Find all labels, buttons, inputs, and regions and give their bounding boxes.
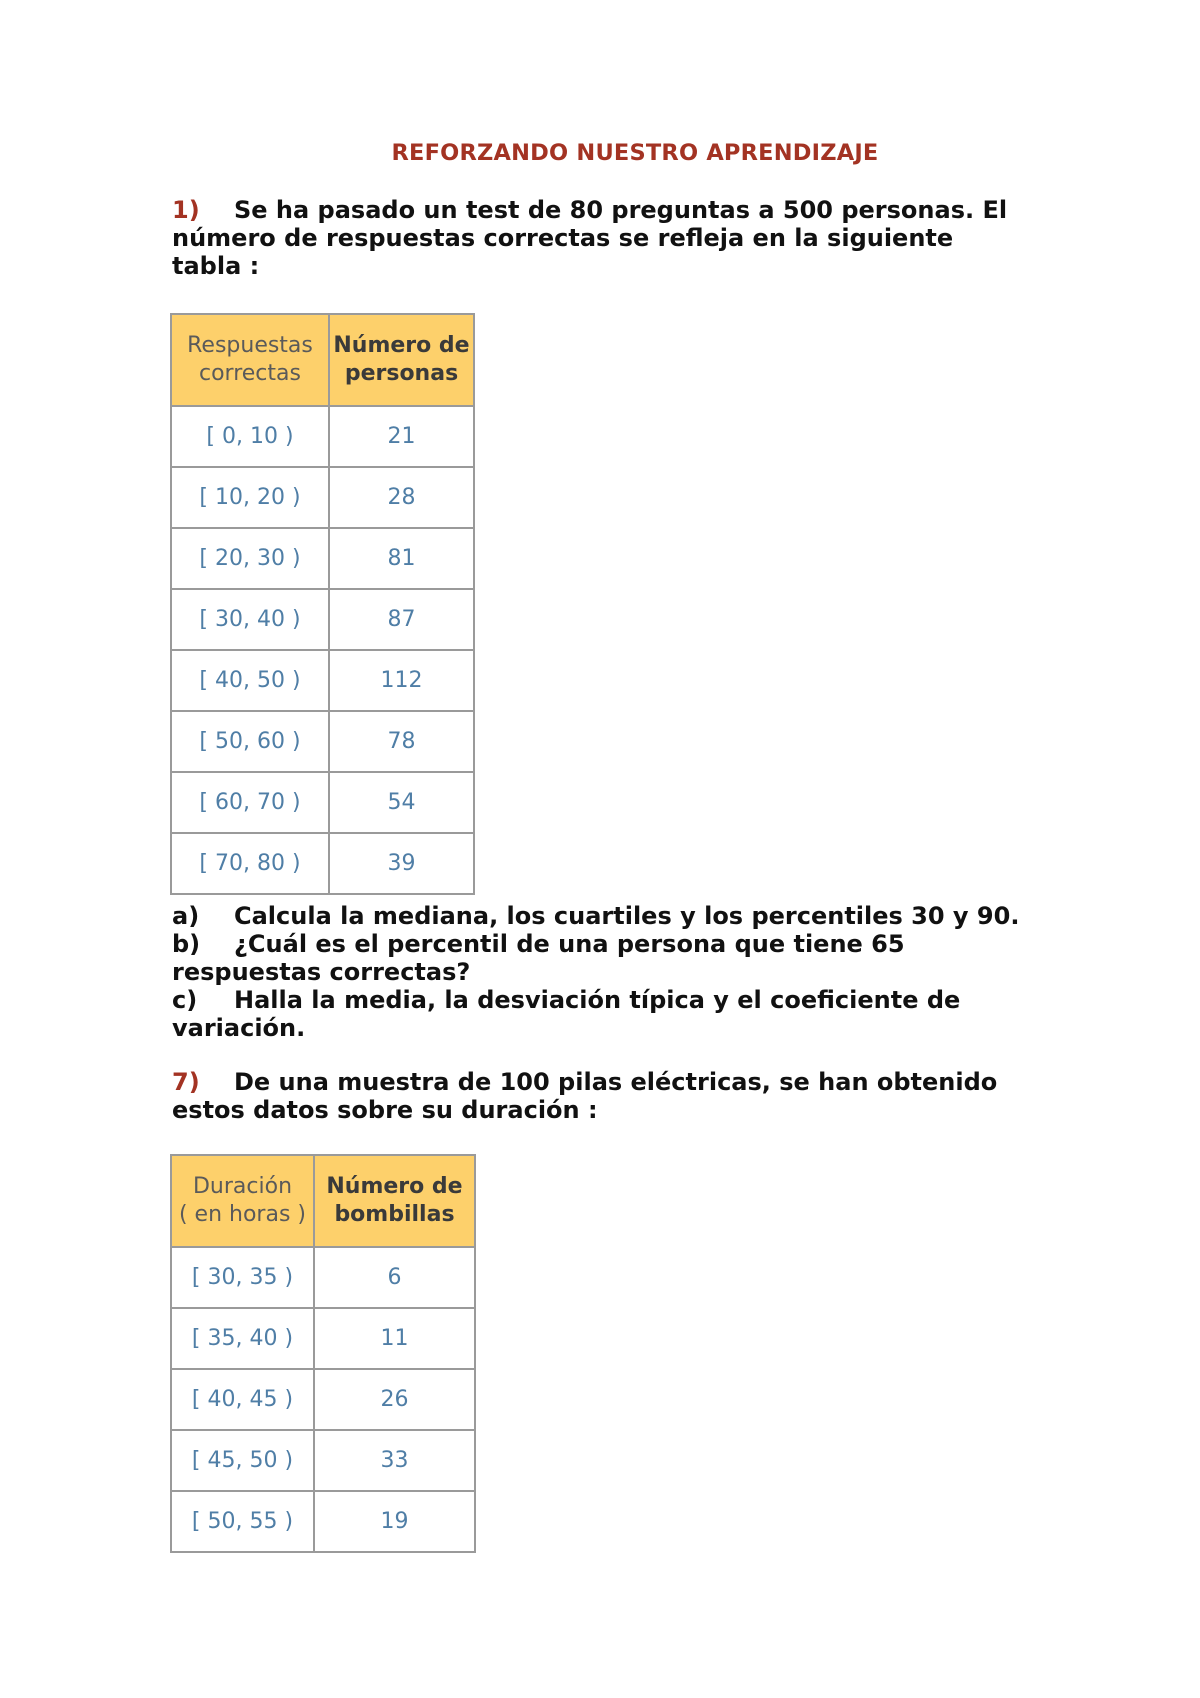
table-row (171, 650, 474, 711)
header-number-of-bulbs (314, 1155, 475, 1247)
table-header-row (171, 1155, 475, 1247)
sub-b-text-line1: ¿Cuál es el percentil de una persona que tiene 65 (234, 930, 905, 958)
table-header-row (171, 314, 474, 406)
sub-a-text: Calcula la mediana, los cuartiles y los percentiles 30 y 90. (234, 902, 1020, 930)
header-number-of-people-line1: Número de (333, 333, 470, 358)
header-number-of-bulbs-line1: Número de (326, 1174, 463, 1199)
question-1-statement (172, 196, 1072, 280)
sub-c-text-line1: Halla la media, la desviación típica y el coeficiente de (234, 986, 961, 1014)
header-number-of-people-line2: personas (344, 361, 459, 386)
header-correct-answers-line2: correctas (199, 361, 301, 386)
count-cell: 112 (329, 650, 474, 711)
interval-cell: [ 40, 50 ) (171, 650, 329, 711)
table-row (171, 589, 474, 650)
interval-cell: [ 10, 20 ) (171, 467, 329, 528)
header-duration (171, 1155, 314, 1247)
table-row (171, 772, 474, 833)
count-cell: 78 (329, 711, 474, 772)
table-row (171, 1491, 475, 1552)
interval-cell: [ 50, 60 ) (171, 711, 329, 772)
question-1-text-line1: Se ha pasado un test de 80 preguntas a 500 personas. El (234, 196, 1008, 224)
count-cell: 33 (314, 1430, 475, 1491)
sub-b-text-line2: respuestas correctas? (172, 958, 471, 986)
count-cell: 39 (329, 833, 474, 894)
header-number-of-bulbs-line2: bombillas (334, 1202, 455, 1227)
question-7-text-line1: De una muestra de 100 pilas eléctricas, se han obtenido (234, 1068, 998, 1096)
interval-cell: [ 50, 55 ) (171, 1491, 314, 1552)
table-row (171, 711, 474, 772)
header-duration-line1: Duración (192, 1174, 293, 1199)
table-row (171, 1369, 475, 1430)
question-7-number: 7) (172, 1068, 200, 1096)
interval-cell: [ 0, 10 ) (171, 406, 329, 467)
count-cell: 87 (329, 589, 474, 650)
interval-cell: [ 20, 30 ) (171, 528, 329, 589)
table-row (171, 528, 474, 589)
responses-table (170, 313, 475, 895)
count-cell: 28 (329, 467, 474, 528)
battery-duration-table (170, 1154, 476, 1553)
count-cell: 11 (314, 1308, 475, 1369)
question-7-text-line2: estos datos sobre su duración : (172, 1096, 598, 1124)
question-1-text-line3: tabla : (172, 252, 260, 280)
header-correct-answers-line1: Respuestas (187, 333, 313, 358)
sub-c-text-line2: variación. (172, 1014, 306, 1042)
table-row (171, 467, 474, 528)
count-cell: 81 (329, 528, 474, 589)
interval-cell: [ 30, 40 ) (171, 589, 329, 650)
interval-cell: [ 40, 45 ) (171, 1369, 314, 1430)
header-number-of-people (329, 314, 474, 406)
count-cell: 19 (314, 1491, 475, 1552)
table-row (171, 1308, 475, 1369)
interval-cell: [ 70, 80 ) (171, 833, 329, 894)
count-cell: 6 (314, 1247, 475, 1308)
page-title: REFORZANDO NUESTRO APRENDIZAJE (391, 140, 879, 166)
table-row (171, 406, 474, 467)
interval-cell: [ 45, 50 ) (171, 1430, 314, 1491)
question-1-number: 1) (172, 196, 200, 224)
interval-cell: [ 30, 35 ) (171, 1247, 314, 1308)
table-row (171, 1247, 475, 1308)
table-row (171, 1430, 475, 1491)
sub-a-label: a) (172, 902, 200, 930)
count-cell: 21 (329, 406, 474, 467)
sub-b-label: b) (172, 930, 201, 958)
question-1-text-line2: número de respuestas correctas se refleja en la siguiente (172, 224, 954, 252)
question-1-subquestions (172, 902, 1072, 1042)
count-cell: 54 (329, 772, 474, 833)
interval-cell: [ 60, 70 ) (171, 772, 329, 833)
count-cell: 26 (314, 1369, 475, 1430)
interval-cell: [ 35, 40 ) (171, 1308, 314, 1369)
sub-c-label: c) (172, 986, 198, 1014)
header-duration-line2: ( en horas ) (178, 1202, 306, 1227)
header-correct-answers (171, 314, 329, 406)
question-7-statement (172, 1068, 1072, 1124)
table-row (171, 833, 474, 894)
